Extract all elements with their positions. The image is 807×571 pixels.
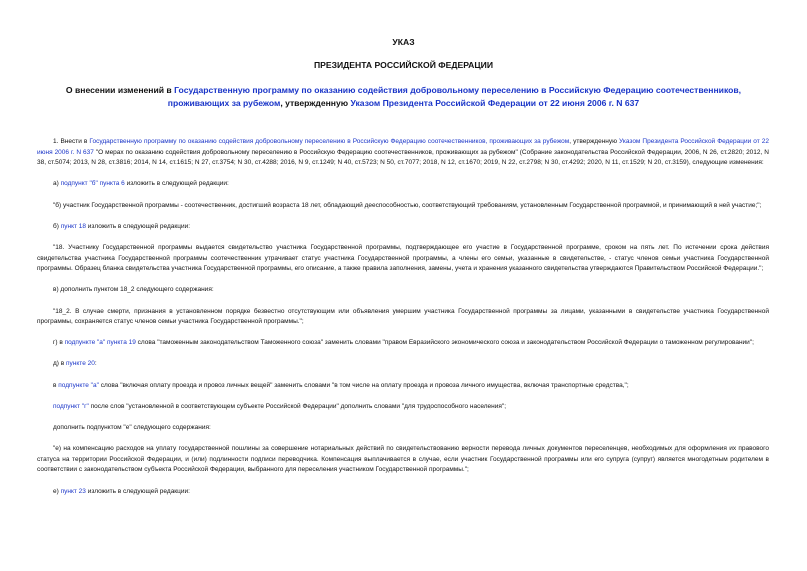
item-d-link[interactable]: подпункте "а" пункта 19 [64, 339, 136, 347]
item-b-link[interactable]: пункт 18 [60, 222, 86, 230]
item-c: в) дополнить пунктом 18_2 следующего содержания: [53, 286, 214, 294]
item-e-add-quote: "е) на компенсацию расходов на уплату государственной пошлины за совершение нотариальных действий по свидетельствованию верности перевода личных документов переселенцев, необходимых для оформления их правового статуса на территории Российской Федерации, и (или) подлинности подписи переводчика. Компенсация выплачивается в случае, если участник Государственной программы или его супруга (супруг) является многодетным родителем в соответствии с законодательством субъекта Российской Федерации, выбранного для переселения участником Государственной программы."; [37, 445, 769, 474]
document-body [37, 137, 769, 497]
decree-link[interactable]: Указом Президента Российской Федерации от 22 июня 2006 г. N 637 [350, 98, 640, 108]
decree-link[interactable]: Указом Президента Российской Федерации от 22 июня 2006 г. N 637 [37, 138, 769, 156]
item-d: г) в подпункте "а" пункта 19 слова "таможенным законодательством Таможенного союза" заменить словами "правом Евразийского экономического союза и законодательством Российской Федерации о таможенном регулировании"; [53, 339, 754, 347]
subitem-a-link[interactable]: подпункте "а" [58, 381, 99, 389]
item-b-quote: "18. Участнику Государственной программы выдается свидетельство участника Государственной программы, подтверждающее его участие в Государственной программе, сроком на пять лет. По истечении срока действия свидетельства участника Государственной программы соотечественник утрачивает статус участника Государственной программы, а члены его семьи, указанные в свидетельстве, - статус членов семьи участника Государственной программы. Образец бланка свидетельства участника Государственной программы, его описание, а также правила заполнения, замены, учета и хранения указанного свидетельства утверждаются Правительством Российской Федерации."; [37, 243, 769, 273]
item-e-add: дополнить подпунктом "е" следующего содержания: [53, 424, 211, 432]
item-b: б) пункт 18 изложить в следующей редакции: [53, 222, 191, 230]
program-link[interactable]: Государственную программу по оказанию содействия добровольному переселению в Российскую Федерацию соотечественников, проживающих за рубежом [89, 138, 570, 145]
item-e: д) в пункте 20: [53, 360, 97, 368]
paragraph-1: 1. Внести в Государственную программу по оказанию содействия добровольному переселению в Российскую Федерацию соотечественников, проживающих за рубежом, утвержденную Указом Президента Российской Федерации от 22 июня 2006 г. N 637 "О мерах по оказанию содействия добровольному переселению в Российскую Федерацию соотечественников, проживающих за рубежом" (Собрание законодательства Российской Федерации, 2006, N 26, ст.2820; 2012, N 38, ст.5074; 2013, N 28, ст.3816; 2014, N 14, ст.1615; N 27, ст.3754; N 30, ст.4288; 2016, N 9, ст.1249; N 40, ст.5723; N 50, ст.7077; 2018, N 12, ст.1670; 2019, N 22, ст.2798; N 30, ст.4292; 2020, N 11, ст.1529; N 20, ст.3159), следующие изменения: [37, 138, 769, 167]
item-e-subitem-a: в подпункте "а" слова "включая оплату проезда и провоз личных вещей" заменить словами "в том числе на оплату проезда и провоза личного имущества, включая транспортные средства,"; [53, 381, 629, 389]
document-issuer: ПРЕЗИДЕНТА РОССИЙСКОЙ ФЕДЕРАЦИИ [313, 60, 494, 70]
document-title: УКАЗ [392, 37, 415, 47]
item-a-link[interactable]: подпункт "б" пункта 6 [60, 180, 125, 188]
item-a: а) подпункт "б" пункта 6 изложить в следующей редакции: [53, 180, 229, 188]
item-e-subitem-g: подпункт "г" после слов "установленной в соответствующем субъекте Российской Федерации" дополнить словами "для трудоспособного населения"; [53, 402, 506, 410]
subitem-g-link[interactable]: подпункт "г" [53, 402, 89, 410]
program-link[interactable]: Государственную программу по оказанию содействия добровольному переселению в Российскую Федерацию соотечественников, проживающих за рубежом [167, 85, 742, 108]
item-f-link[interactable]: пункт 23 [60, 487, 86, 495]
item-f: е) пункт 23 изложить в следующей редакции: [53, 487, 190, 495]
item-c-quote: "18_2. В случае смерти, признания в установленном порядке безвестно отсутствующим или объявления умершим участника Государственной программы за лицами, указанными в свидетельстве участника Государственной программы, сохраняется статус членов семьи участника Государственной программы."; [37, 307, 769, 326]
item-e-link[interactable]: пункте 20 [66, 360, 95, 368]
document-subtitle: О внесении изменений в Государственную программу по оказанию содействия добровольному переселению в Российскую Федерацию соотечественников, проживающих за рубежом, утвержденную Указом Президента Российской Федерации от 22 июня 2006 г. N 637 [65, 85, 742, 108]
item-a-quote: "б) участник Государственной программы - соотечественник, достигший возраста 18 лет, обладающий дееспособностью, соответствующий требованиям, установленным Государственной программой, и принимающий в ней участие;"; [53, 201, 762, 209]
